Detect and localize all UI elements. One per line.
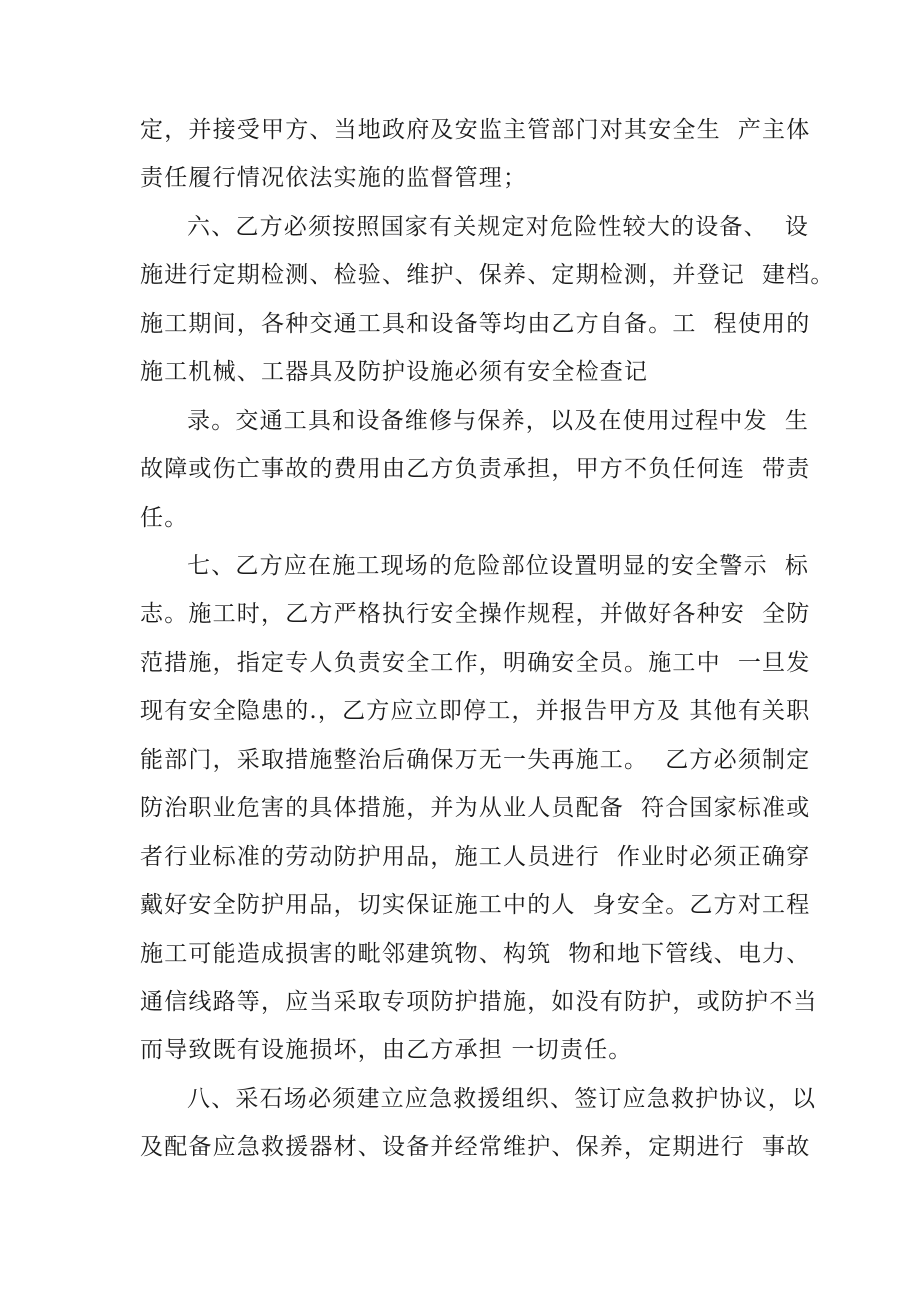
paragraph-7-line-1: 七、乙方应在施工现场的危险部位设置明显的安全警示 标 [187,553,810,579]
text-line-11: 志。施工时，乙方严格执行安全操作规程，并做好各种安 全防 [140,601,811,627]
text-line-1: 定，并接受甲方、当地政府及安监主管部门对其安全生 产主体 [140,117,811,143]
text-line-14: 能部门，采取措施整治后确保万无一失再施工。 乙方必须制定 [140,747,811,773]
paragraph-8-line-1: 八、采石场必须建立应急救援组织、签订应急救护协议，以 [187,1086,817,1112]
text-line-8: 故障或伤亡事故的费用由乙方负责承担，甲方不负任何连 带责 [140,456,811,482]
text-line-20: 而导致既有设施损坏，由乙方承担 一切责任。 [140,1037,633,1063]
text-line-4: 施进行定期检测、检验、维护、保养、定期检测，并登记 建档。 [140,262,835,288]
text-line-2: 责任履行情况依法实施的监督管理； [140,165,528,191]
text-line-7: 录。交通工具和设备维修与保养，以及在使用过程中发 生 [187,408,810,434]
text-line-6: 施工机械、工器具及防护设施必须有安全检查记 [140,359,649,385]
text-line-5: 施工期间，各种交通工具和设备等均由乙方自备。工 程使用的 [140,311,811,337]
text-line-15: 防治职业危害的具体措施，并为从业人员配备 符合国家标准或 [140,795,811,821]
text-line-18: 施工可能造成损害的毗邻建筑物、构筑 物和地下管线、电力、 [140,941,811,967]
text-line-13: 现有安全隐患的.，乙方应立即停工，并报告甲方及 其他有关职 [140,698,811,724]
text-line-17: 戴好安全防护用品，切实保证施工中的人 身安全。乙方对工程 [140,892,811,918]
text-line-22: 及配备应急救援器材、设备并经常维护、保养，定期进行 事故 [140,1134,811,1160]
paragraph-6-line-1: 六、乙方必须按照国家有关规定对危险性较大的设备、 设 [187,214,810,240]
text-line-19: 通信线路等，应当采取专项防护措施，如没有防护，或防护不当 [140,989,818,1015]
text-line-16: 者行业标准的劳动防护用品，施工人员进行 作业时必须正确穿 [140,844,811,870]
text-line-9: 任。 [140,505,189,531]
text-line-12: 范措施，指定专人负责安全工作，明确安全员。施工中 一旦发 [140,650,811,676]
